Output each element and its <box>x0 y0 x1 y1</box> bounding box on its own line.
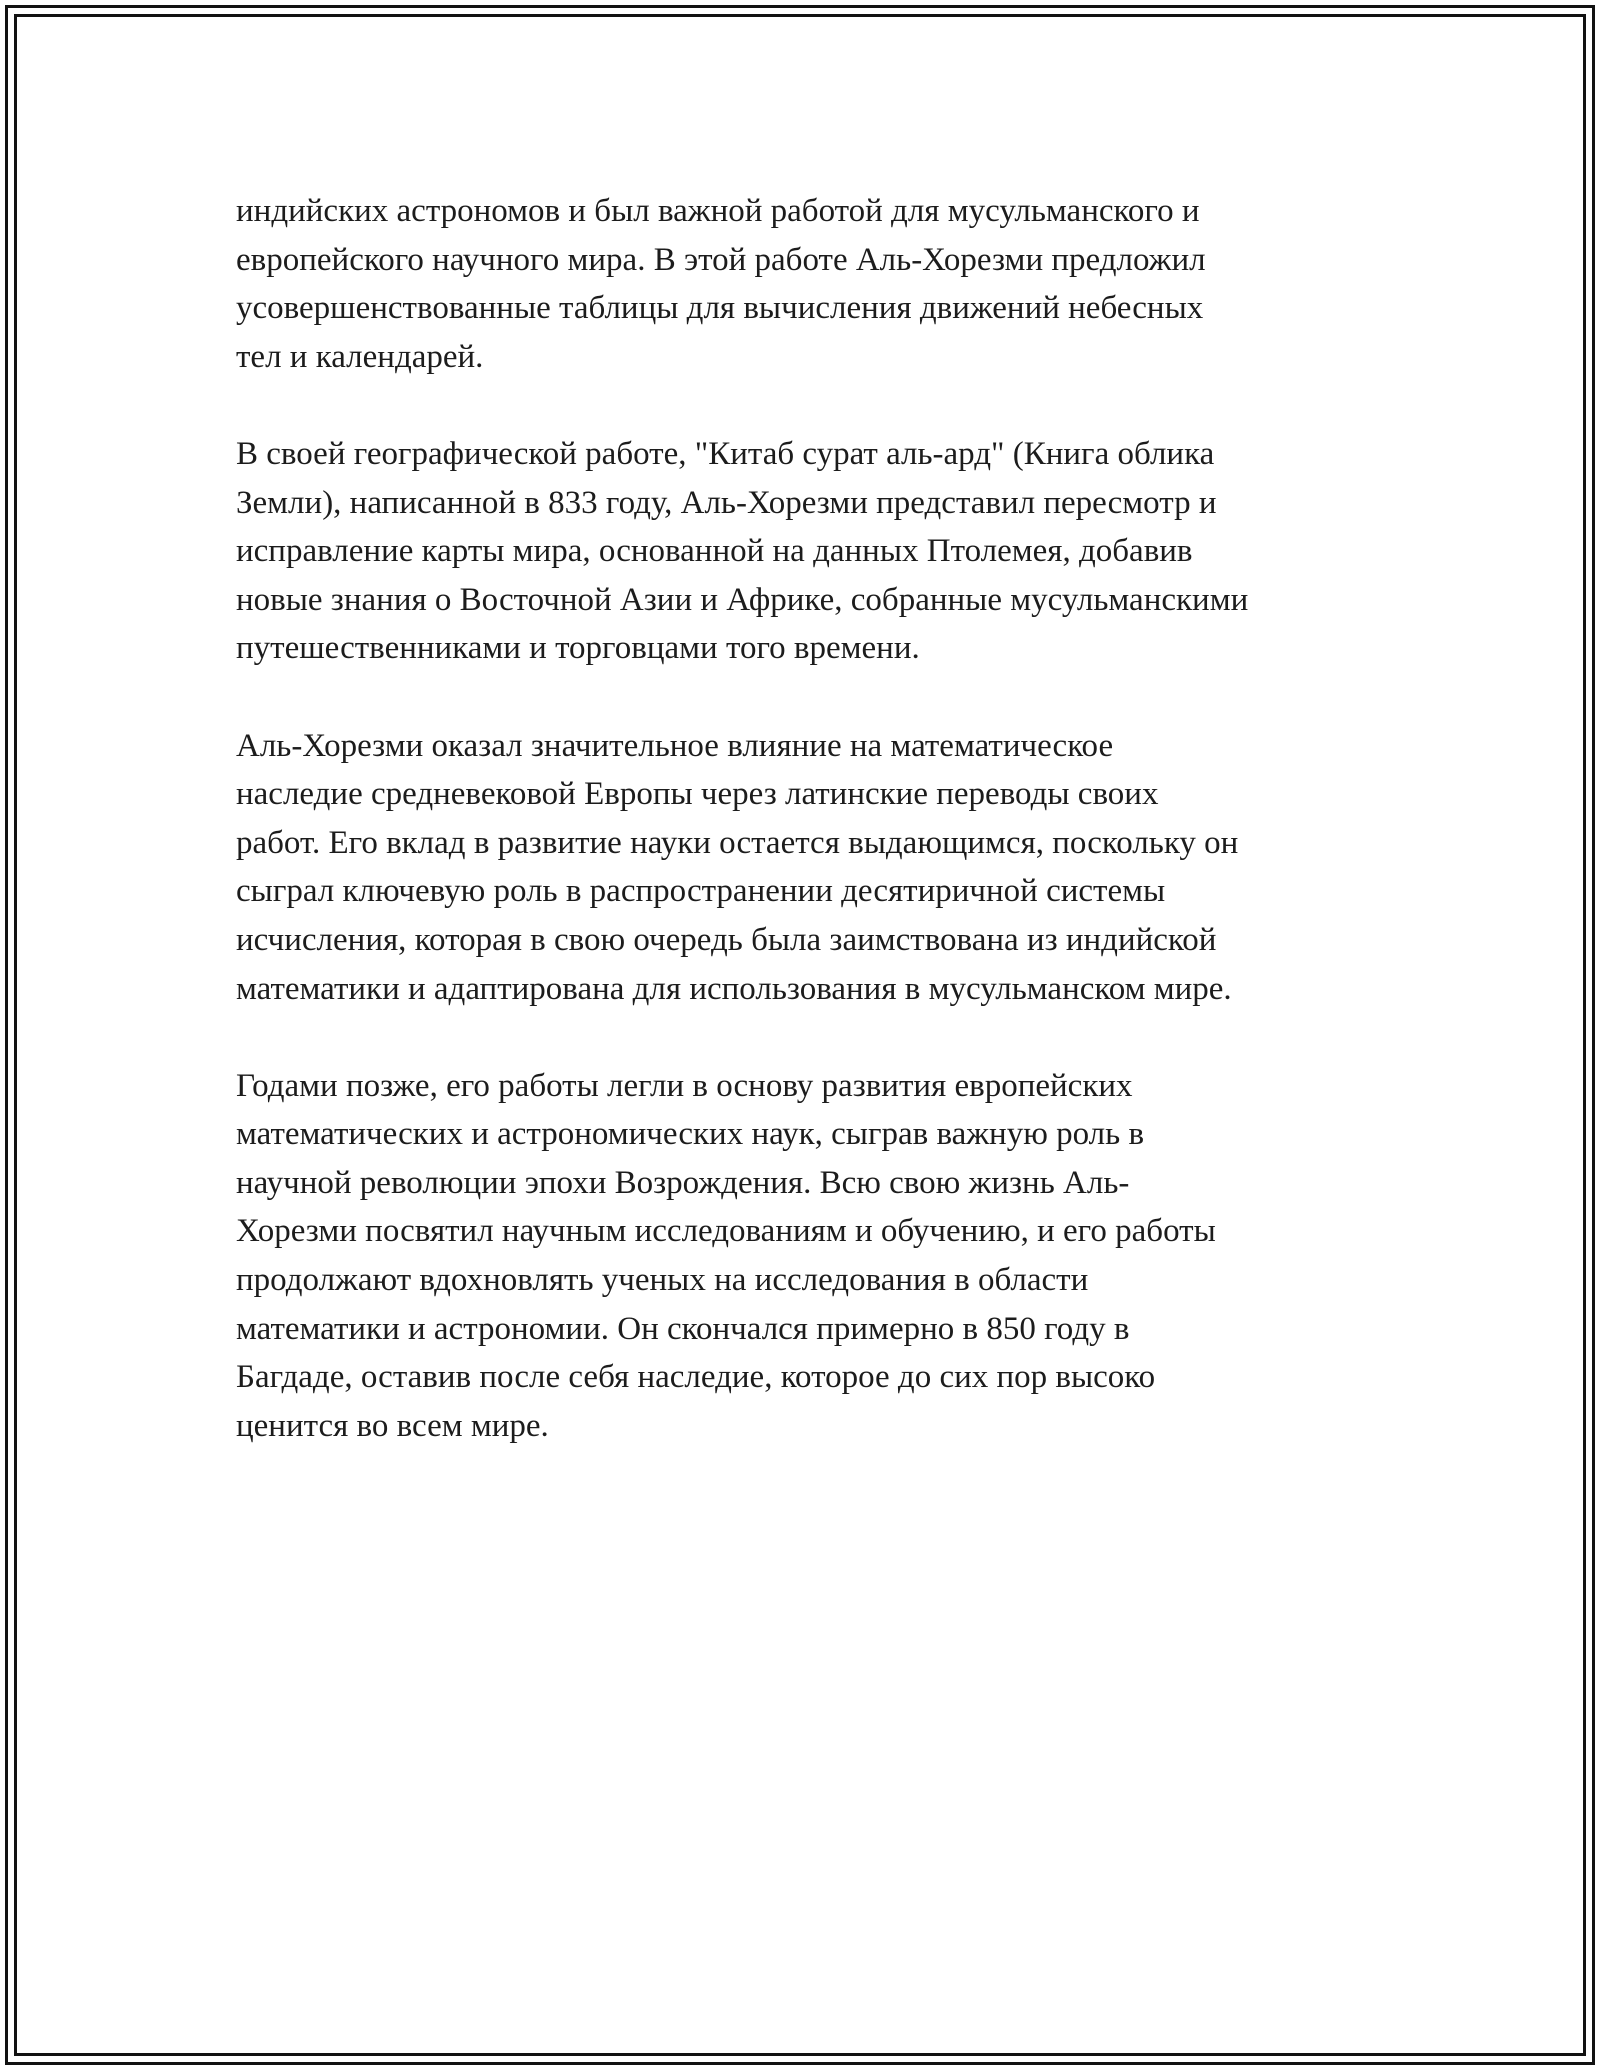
text-line: сыграл ключевую роль в распространении десятиричной системы <box>236 873 1166 910</box>
text-line: новые знания о Восточной Азии и Африке, собранные мусульманскими <box>236 581 1249 618</box>
text-line: Аль-Хорезми оказал значительное влияние на математическое <box>236 727 1114 764</box>
text-line: математики и астрономии. Он скончался примерно в 850 году в <box>236 1310 1130 1347</box>
text-line: путешественниками и торговцами того времени. <box>236 630 920 667</box>
paragraph-2 <box>236 430 1386 673</box>
text-line: исчисления, которая в свою очередь была заимствована из индийской <box>236 921 1217 958</box>
text-line: научной революции эпохи Возрождения. Всю свою жизнь Аль- <box>236 1164 1130 1201</box>
text-line: математики и адаптирована для использования в мусульманском мире. <box>236 970 1232 1007</box>
text-line: наследие средневековой Европы через латинские переводы своих <box>236 776 1159 813</box>
text-line: математических и астрономических наук, сыграв важную роль в <box>236 1116 1145 1153</box>
text-line: работ. Его вклад в развитие науки остается выдающимся, поскольку он <box>236 824 1239 861</box>
text-line: ценится во всем мире. <box>236 1407 549 1444</box>
text-line: Годами позже, его работы легли в основу развития европейских <box>236 1067 1133 1104</box>
text-line: Земли), написанной в 833 году, Аль-Хорезми представил пересмотр и <box>236 484 1217 521</box>
text-line: В своей географической работе, "Китаб сурат аль-ард" (Книга облика <box>236 435 1215 472</box>
text-line: индийских астрономов и был важной работой для мусульманского и <box>236 193 1200 229</box>
text-line: исправление карты мира, основанной на данных Птолемея, добавив <box>236 533 1193 570</box>
text-line: тел и календарей. <box>236 338 484 375</box>
paragraph-3 <box>236 722 1386 1014</box>
paragraph-4 <box>236 1062 1386 1451</box>
text-line: Багдаде, оставив после себя наследие, которое до сих пор высоко <box>236 1359 1156 1396</box>
text-line: продолжают вдохновлять ученых на исследования в области <box>236 1262 1089 1299</box>
document-body <box>236 187 1386 1450</box>
paragraph-1 <box>236 187 1386 381</box>
text-line: европейского научного мира. В этой работе Аль-Хорезми предложил <box>236 241 1206 278</box>
text-line: усовершенствованные таблицы для вычисления движений небесных <box>236 290 1204 327</box>
text-line: Хорезми посвятил научным исследованиям и обучению, и его работы <box>236 1213 1216 1250</box>
